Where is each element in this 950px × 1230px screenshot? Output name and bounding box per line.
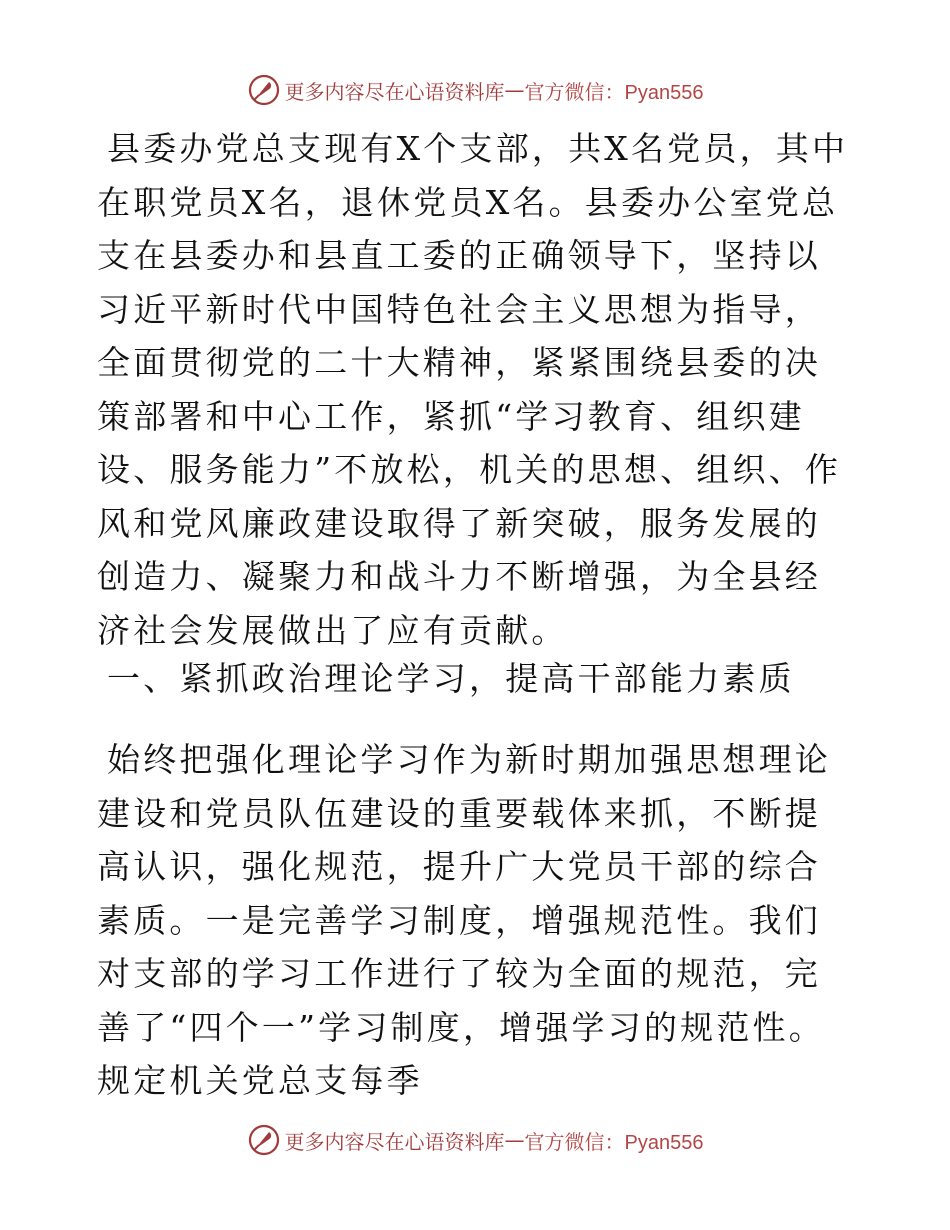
header-watermark	[0, 70, 950, 110]
footer-watermark	[0, 1120, 950, 1160]
watermark-contact: 官方微信：Pyan556	[524, 1131, 704, 1154]
section-heading: 一、紧抓政治理论学习，提高干部能力素质	[107, 659, 795, 698]
feather-pen-circle-icon	[247, 1123, 281, 1157]
watermark-separator: —	[504, 78, 525, 102]
document-body	[97, 122, 857, 1108]
watermark-text: 更多内容尽在心语资料库	[284, 1129, 505, 1154]
body-paragraph: 县委办党总支现有X个支部，共X名党员，其中在职党员X名，退休党员X名。县委办公室党总支在县委办和县直工委的正确领导下，坚持以习近平新时代中国特色社会主义思想为指导，全面贯彻党的二十大精神，紧紧围绕县委的决策部署和中心工作，紧抓“学习教育、组织建设、服务能力”不放松，机关的思想、组织、作风和党风廉政建设取得了新突破，服务发展的创造力、凝聚力和战斗力不断增强，为全县经济社会发展做出了应有贡献。	[97, 129, 849, 650]
watermark-contact: 官方微信：Pyan556	[524, 81, 704, 104]
watermark-separator: —	[504, 1128, 525, 1152]
watermark-text: 更多内容尽在心语资料库	[284, 79, 505, 104]
feather-pen-circle-icon	[247, 73, 281, 107]
body-paragraph: 始终把强化理论学习作为新时期加强思想理论建设和党员队伍建设的重要载体来抓，不断提高认识，强化规范，提升广大党员干部的综合素质。一是完善学习制度，增强规范性。我们对支部的学习工作进行了较为全面的规范，完善了“四个一”学习制度，增强学习的规范性。规定机关党总支每季	[97, 740, 831, 1100]
